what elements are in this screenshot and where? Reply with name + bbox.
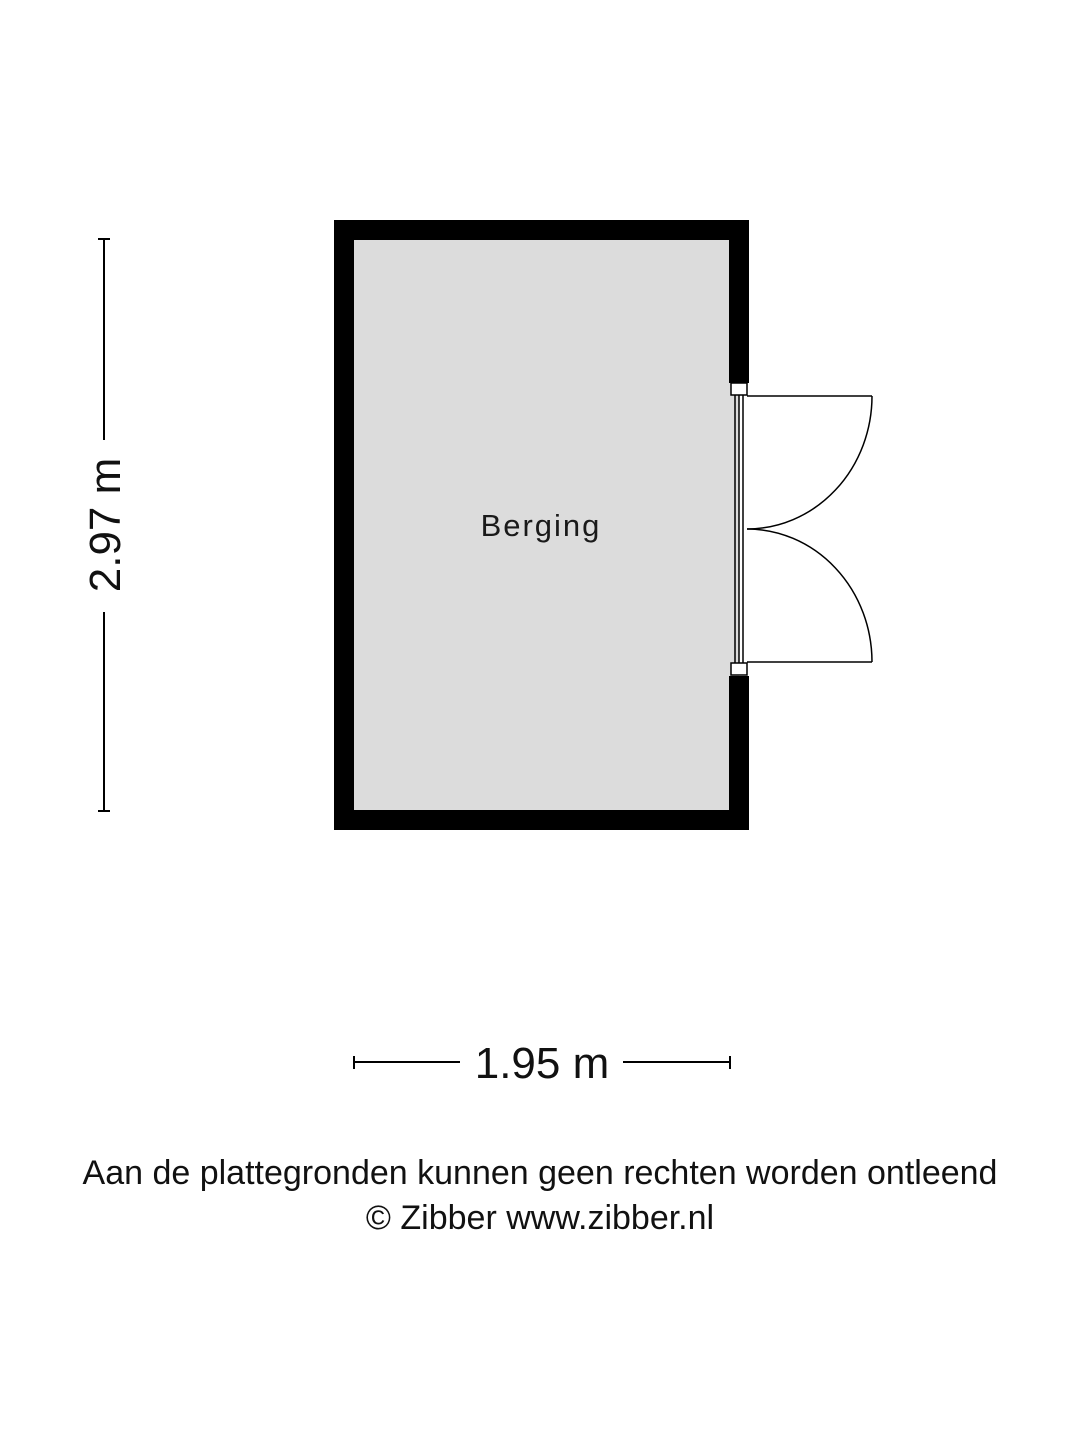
wall-right-upper [729,220,749,383]
wall-right-lower [729,676,749,830]
door-jamb-bottom [731,663,747,675]
width-dimension-label: 1.95 m [474,1039,610,1088]
room-label: Berging [480,508,602,543]
wall-top [334,220,749,240]
wall-left [334,220,354,830]
door-swing-lower [747,529,872,662]
double-door [731,383,872,675]
wall-bottom [334,810,749,830]
disclaimer-text: Aan de plattegronden kunnen geen rechten worden ontleend [82,1154,998,1192]
copyright-text: © Zibber www.zibber.nl [365,1199,715,1237]
door-jamb-top [731,383,747,395]
height-dimension-label: 2.97 m [81,457,130,593]
door-swing-upper [747,396,872,529]
